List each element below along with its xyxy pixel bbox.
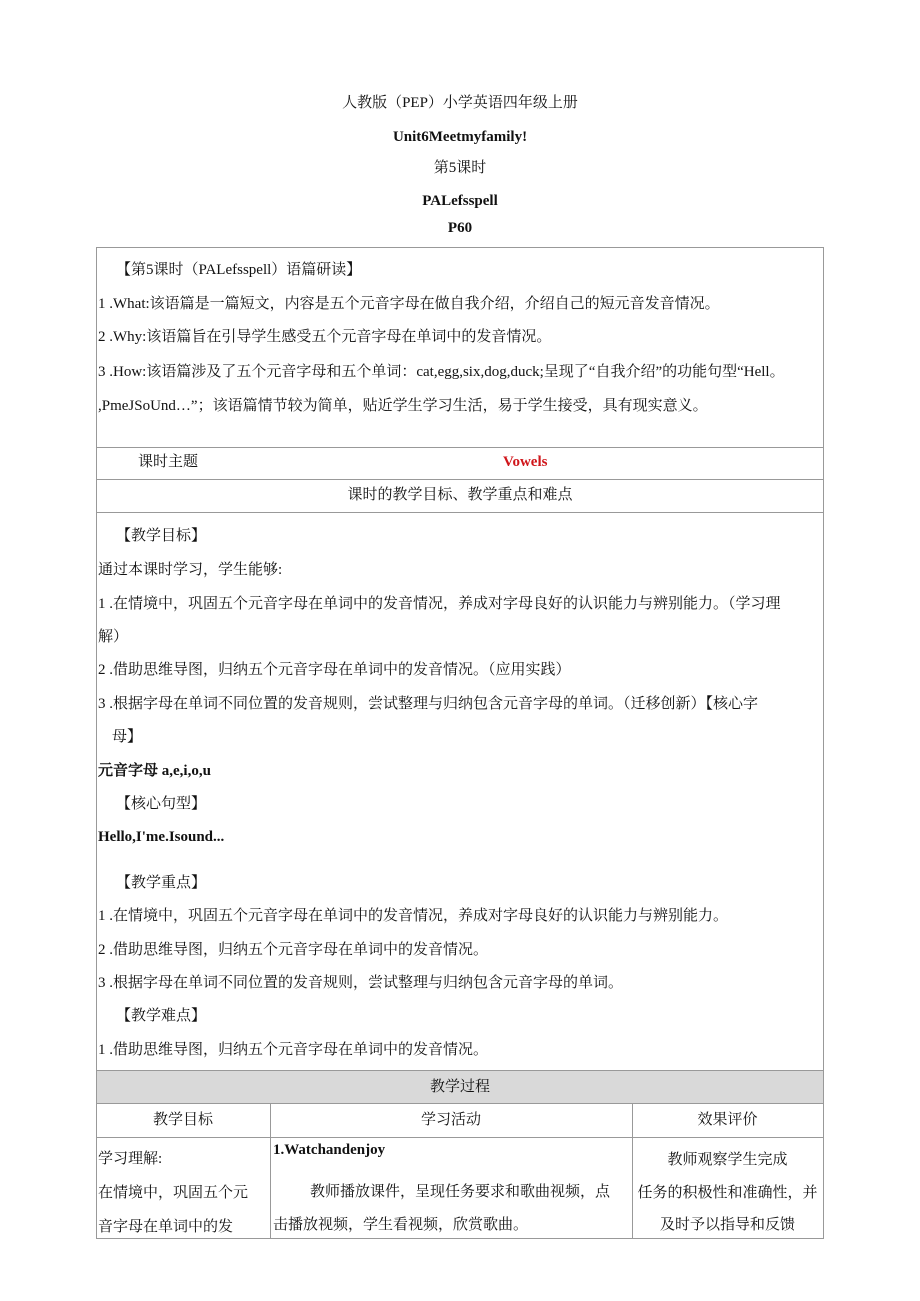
goals-intro: 通过本课时学习，学生能够: (98, 562, 283, 578)
analysis-what: 1 .What:该语篇是一篇短文，内容是五个元音字母在做自我介绍，介绍自己的短元音发音情况。 (98, 296, 720, 312)
goal-cell-line: 音字母在单词中的发 (98, 1219, 234, 1235)
eval-line: 教师观察学生完成 (667, 1152, 788, 1168)
goal-3: 3 .根据字母在单词不同位置的发音规则，尝试整理与归纳包含元音字母的单词。（迁移创新）【核心字 (98, 696, 759, 712)
col-header-eval: 效果评价 (697, 1112, 758, 1128)
eval-line: 及时予以指导和反馈 (659, 1217, 795, 1233)
goal-3-cont: 母】 (112, 729, 143, 745)
activity-line: 教师播放课件，呈现任务要求和歌曲视频，点 (310, 1184, 611, 1200)
sentence-title: 【核心句型】 (116, 796, 207, 812)
col-header-activity: 学习活动 (420, 1112, 481, 1128)
process-title: 教学过程 (429, 1079, 490, 1095)
analysis-why: 2 .Why:该语篇旨在引导学生感受五个元音字母在单词中的发音情况。 (98, 329, 552, 345)
key-points-title: 【教学重点】 (116, 875, 207, 891)
key-point-3: 3 .根据字母在单词不同位置的发音规则，尝试整理与归纳包含元音字母的单词。 (98, 975, 624, 991)
activity-title: 1.Watchandenjoy (273, 1142, 386, 1158)
analysis-how: 3 .How:该语篇涉及了五个元音字母和五个单词：cat,egg,six,dog,duck;呈现了“自我介绍”的功能句型“Hell。 (98, 364, 785, 380)
goals-header: 课时的教学目标、教学重点和难点 (347, 487, 573, 503)
lesson-part: PALefsspell (422, 193, 498, 209)
unit-title: Unit6Meetmyfamily! (392, 129, 528, 145)
goals-title: 【教学目标】 (116, 528, 207, 544)
goal-cell-line: 在情境中，巩固五个元 (98, 1185, 249, 1201)
goal-1-cont: 解） (98, 629, 129, 645)
analysis-how-cont: ,PmeJSoUnd…”；该语篇情节较为简单，贴近学生学习生活，易于学生接受，具有现实意义。 (98, 398, 708, 414)
topic-value: Vowels (503, 454, 548, 470)
goal-2: 2 .借助思维导图，归纳五个元音字母在单词中的发音情况。（应用实践） (98, 662, 571, 678)
eval-line: 任务的积极性和准确性，并 (637, 1185, 818, 1201)
analysis-title: 【第5课时（PALefsspell）语篇研读】 (116, 262, 362, 278)
key-point-2: 2 .借助思维导图，归纳五个元音字母在单词中的发音情况。 (98, 942, 489, 958)
topic-label: 课时主题 (138, 454, 199, 470)
difficulty-1: 1 .借助思维导图，归纳五个元音字母在单词中的发音情况。 (98, 1042, 489, 1058)
doc-title: 人教版（PEP）小学英语四年级上册 (342, 95, 578, 111)
col-header-goal: 教学目标 (152, 1112, 213, 1128)
page-ref: P60 (447, 220, 473, 236)
activity-line: 击播放视频，学生看视频，欣赏歌曲。 (273, 1217, 529, 1233)
core-sentence: Hello,I'me.Isound... (98, 829, 225, 845)
vowel-letters: 元音字母 a,e,i,o,u (98, 763, 211, 779)
goal-1: 1 .在情境中，巩固五个元音字母在单词中的发音情况，养成对字母良好的认识能力与辨别能力。（学习理 (98, 596, 781, 612)
difficulty-title: 【教学难点】 (116, 1008, 207, 1024)
key-point-1: 1 .在情境中，巩固五个元音字母在单词中的发音情况，养成对字母良好的认识能力与辨别能力。 (98, 908, 729, 924)
goal-cell-line: 学习理解: (98, 1151, 163, 1167)
lesson-number: 第5课时 (433, 160, 487, 176)
